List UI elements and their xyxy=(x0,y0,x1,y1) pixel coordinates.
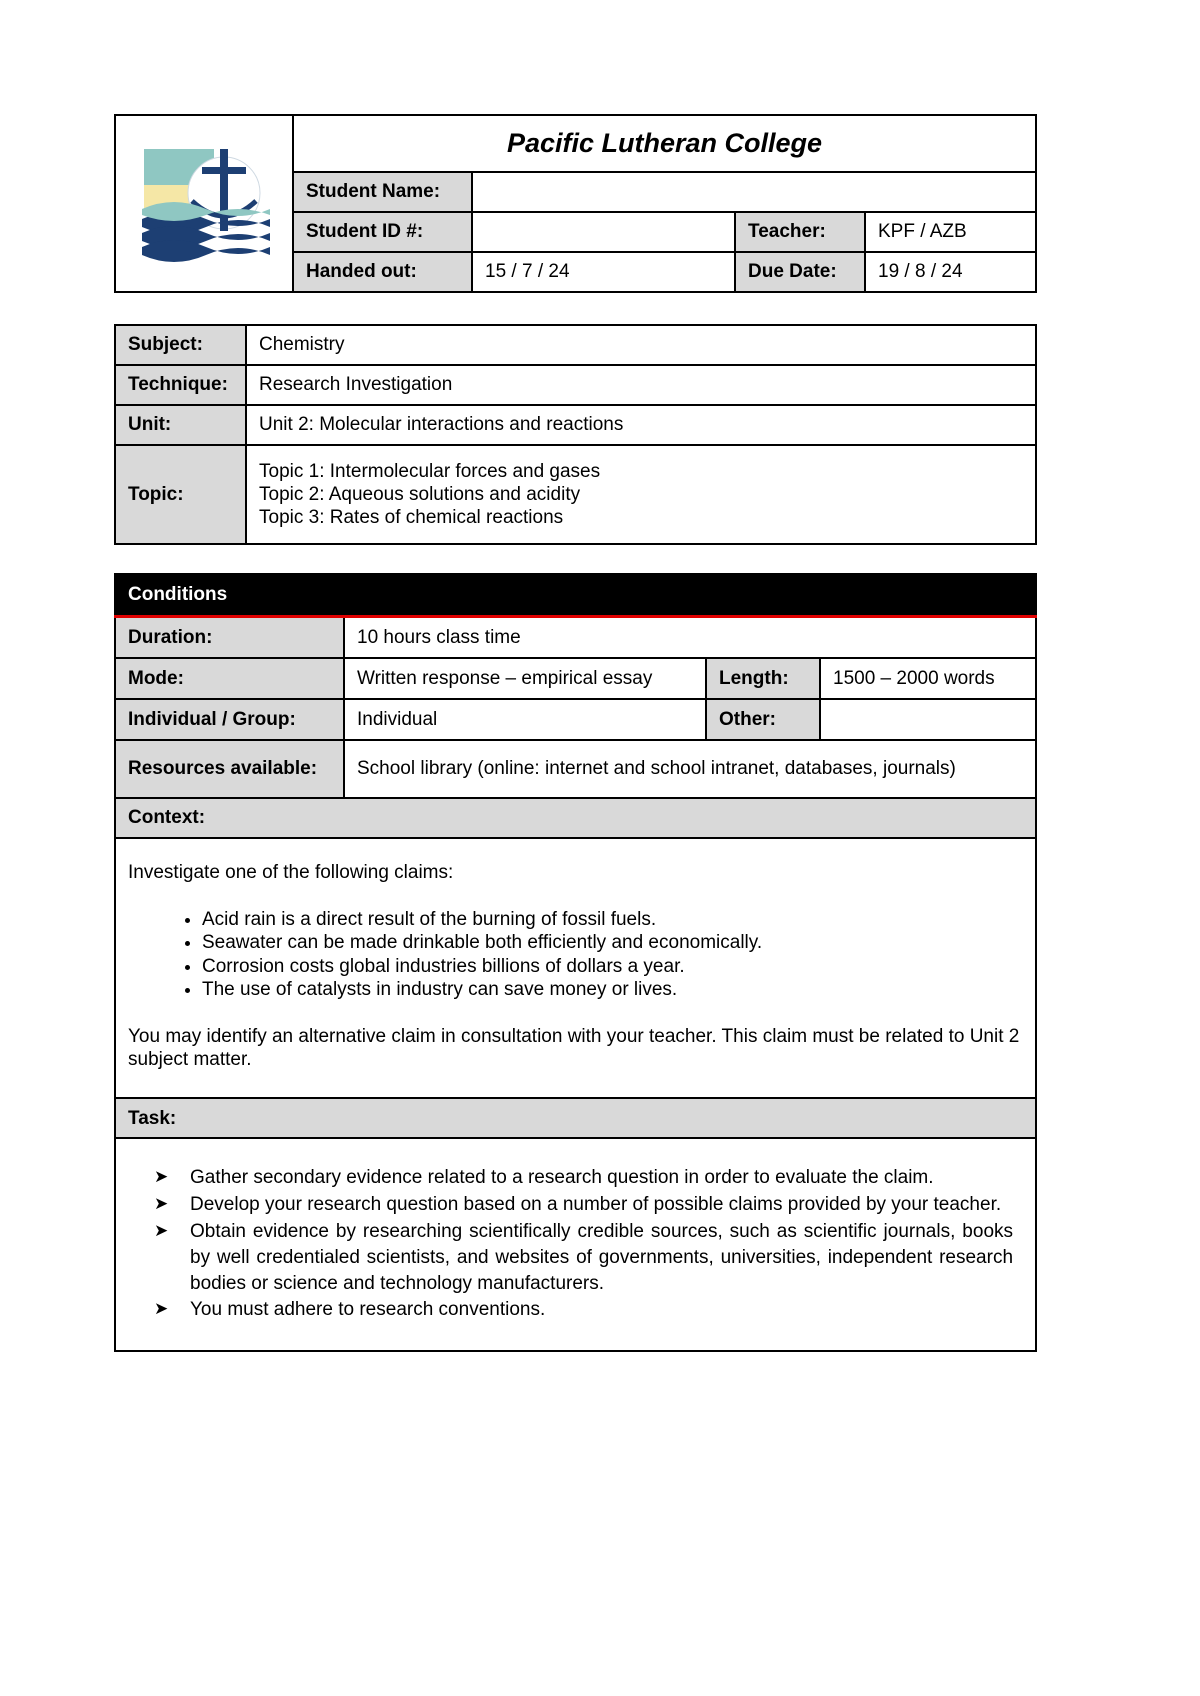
claim-item: • Corrosion costs global industries billions of dollars a year. xyxy=(202,955,1023,978)
subject-value: Chemistry xyxy=(246,325,1036,365)
student-name-field[interactable] xyxy=(472,172,1036,212)
length-label: Length: xyxy=(706,658,820,699)
topic-item: Topic 3: Rates of chemical reactions xyxy=(259,507,564,529)
duration-value: 10 hours class time xyxy=(344,617,1036,659)
task-item xyxy=(154,1219,1014,1296)
arrowhead-bullet-icon: ➤ xyxy=(154,1194,169,1214)
arrowhead-bullet-icon: ➤ xyxy=(154,1220,169,1240)
task-item xyxy=(154,1192,1013,1218)
due-date-value: 19 / 8 / 24 xyxy=(865,252,1036,292)
claim-item: • Acid rain is a direct result of the burning of fossil fuels. xyxy=(202,908,1023,931)
topic-label: Topic: xyxy=(115,445,246,544)
claim-item: • The use of catalysts in industry can save money or lives. xyxy=(202,978,1023,1001)
technique-label: Technique: xyxy=(115,365,246,405)
topic-list xyxy=(246,445,1036,544)
header-table xyxy=(114,114,1037,293)
teacher-label: Teacher: xyxy=(735,212,865,252)
conditions-heading: Conditions xyxy=(115,574,1036,617)
other-value xyxy=(820,699,1036,740)
teacher-value: KPF / AZB xyxy=(865,212,1036,252)
task-item-text: Gather secondary evidence related to a research question in order to evaluate the claim. xyxy=(190,1167,934,1189)
resources-value: School library (online: internet and school intranet, databases, journals) xyxy=(344,740,1036,798)
claims-list xyxy=(128,908,1023,1001)
context-note: You may identify an alternative claim in consultation with your teacher. This claim must be related to Unit 2 subject matter. xyxy=(128,1025,1020,1071)
student-name-label: Student Name: xyxy=(293,172,472,212)
task-list xyxy=(128,1165,1013,1323)
student-id-field[interactable] xyxy=(472,212,735,252)
context-intro: Investigate one of the following claims: xyxy=(128,862,454,883)
due-date-label: Due Date: xyxy=(735,252,865,292)
task-body xyxy=(115,1138,1036,1351)
task-item-text: You must adhere to research conventions. xyxy=(190,1299,546,1321)
resources-label: Resources available: xyxy=(115,740,344,798)
mode-label: Mode: xyxy=(115,658,344,699)
task-item-text: Obtain evidence by researching scientifically credible sources, such as scientific journals, books by well credentialed scientists, and websites of governments, universities, independent research bodies or science and technology manufacturers. xyxy=(190,1220,1014,1294)
conditions-table xyxy=(114,573,1037,1352)
unit-label: Unit: xyxy=(115,405,246,445)
unit-value: Unit 2: Molecular interactions and reactions xyxy=(246,405,1036,445)
task-item xyxy=(154,1165,1013,1191)
duration-label: Duration: xyxy=(115,617,344,659)
other-label: Other: xyxy=(706,699,820,740)
context-body xyxy=(115,838,1036,1098)
task-item xyxy=(154,1297,1013,1323)
college-logo-icon xyxy=(134,135,274,265)
topic-item: Topic 1: Intermolecular forces and gases xyxy=(259,460,601,482)
length-value: 1500 – 2000 words xyxy=(820,658,1036,699)
college-logo-cell xyxy=(115,115,293,292)
group-label: Individual / Group: xyxy=(115,699,344,740)
subject-table xyxy=(114,324,1037,545)
handed-out-label: Handed out: xyxy=(293,252,472,292)
claim-item: • Seawater can be made drinkable both efficiently and economically. xyxy=(202,931,1023,954)
task-item-text: Develop your research question based on a number of possible claims provided by your teacher. xyxy=(190,1194,1002,1216)
technique-value: Research Investigation xyxy=(246,365,1036,405)
task-heading: Task: xyxy=(115,1098,1036,1138)
mode-value: Written response – empirical essay xyxy=(344,658,706,699)
context-heading: Context: xyxy=(115,798,1036,838)
arrowhead-bullet-icon: ➤ xyxy=(154,1299,169,1319)
topic-item: Topic 2: Aqueous solutions and acidity xyxy=(259,483,581,505)
subject-label: Subject: xyxy=(115,325,246,365)
college-name: Pacific Lutheran College xyxy=(293,115,1036,172)
student-id-label: Student ID #: xyxy=(293,212,472,252)
handed-out-value: 15 / 7 / 24 xyxy=(472,252,735,292)
group-value: Individual xyxy=(344,699,706,740)
arrowhead-bullet-icon: ➤ xyxy=(154,1167,169,1187)
